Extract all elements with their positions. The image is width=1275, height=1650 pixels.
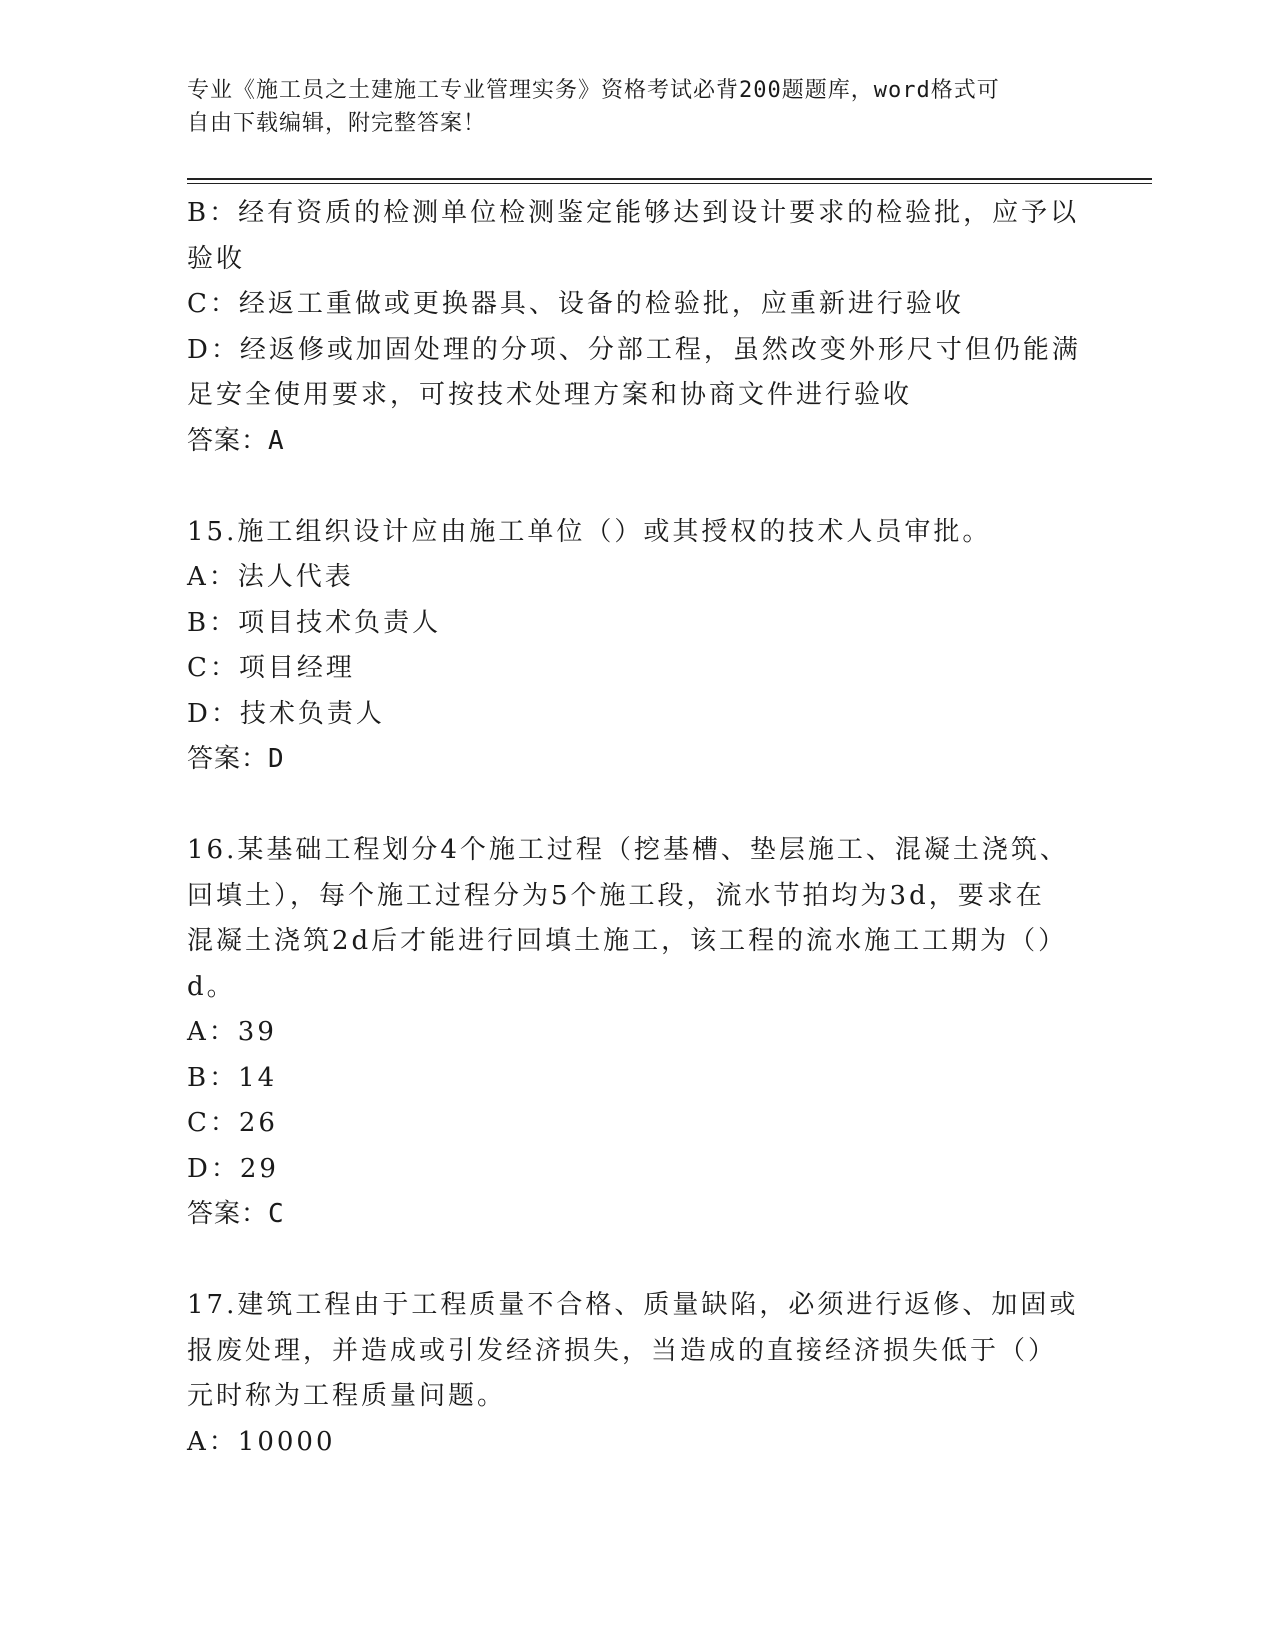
option-c: C：项目经理 [187, 653, 355, 683]
question-16 [187, 828, 1087, 1238]
question-text-line-3: 混凝土浇筑2d后才能进行回填土施工，该工程的流水施工工期为（） [187, 926, 1068, 956]
question-14-continued [187, 191, 1087, 464]
option-a: A：10000 [187, 1426, 336, 1457]
option-d-line-1: D：经返修或加固处理的分项、分部工程，虽然改变外形尺寸但仍能满 [187, 334, 1081, 365]
header-divider-thick [187, 178, 1152, 180]
question-text-line-1: 16.某基础工程划分4个施工过程（挖基槽、垫层施工、混凝土浇筑、 [187, 835, 1069, 865]
question-text-line-2: 回填土），每个施工过程分为5个施工段，流水节拍均为3d，要求在 [187, 880, 1045, 911]
option-b-line-1: B：经有资质的检测单位检测鉴定能够达到设计要求的检验批，应予以 [187, 198, 1080, 228]
header-divider-thin [187, 183, 1152, 184]
option-b-line-2: 验收 [187, 243, 246, 274]
option-c: C：26 [187, 1108, 278, 1138]
answer: 答案：A [187, 425, 285, 456]
option-a: A：法人代表 [187, 562, 354, 592]
option-b: B：14 [187, 1062, 278, 1093]
answer: 答案：D [187, 744, 285, 774]
option-a: A：39 [187, 1017, 277, 1047]
option-c: C：经返工重做或更换器具、设备的检验批，应重新进行验收 [187, 289, 964, 319]
document-header [187, 74, 1067, 140]
question-list [187, 191, 1087, 1465]
option-d-line-2: 足安全使用要求，可按技术处理方案和协商文件进行验收 [187, 380, 913, 410]
spacer [187, 464, 1087, 510]
option-d: D：技术负责人 [187, 698, 385, 729]
option-d: D：29 [187, 1153, 279, 1184]
question-17 [187, 1283, 1087, 1465]
header-line-1: 专业《施工员之土建施工专业管理实务》资格考试必背200题题库，word格式可 [187, 78, 1000, 103]
header-line-2: 自由下载编辑，附完整答案！ [187, 111, 487, 136]
question-text: 15.施工组织设计应由施工单位（）或其授权的技术人员审批。 [187, 516, 992, 547]
question-text-line-4: d。 [187, 971, 236, 1002]
spacer [187, 783, 1087, 829]
question-text-line-2: 报废处理，并造成或引发经济损失，当造成的直接经济损失低于（） [187, 1335, 1058, 1366]
question-text-line-1: 17.建筑工程由于工程质量不合格、质量缺陷，必须进行返修、加固或 [187, 1290, 1079, 1320]
spacer [187, 1238, 1087, 1284]
question-15 [187, 510, 1087, 783]
answer: 答案：C [187, 1199, 285, 1229]
option-b: B：项目技术负责人 [187, 607, 442, 638]
question-text-line-3: 元时称为工程质量问题。 [187, 1381, 507, 1411]
